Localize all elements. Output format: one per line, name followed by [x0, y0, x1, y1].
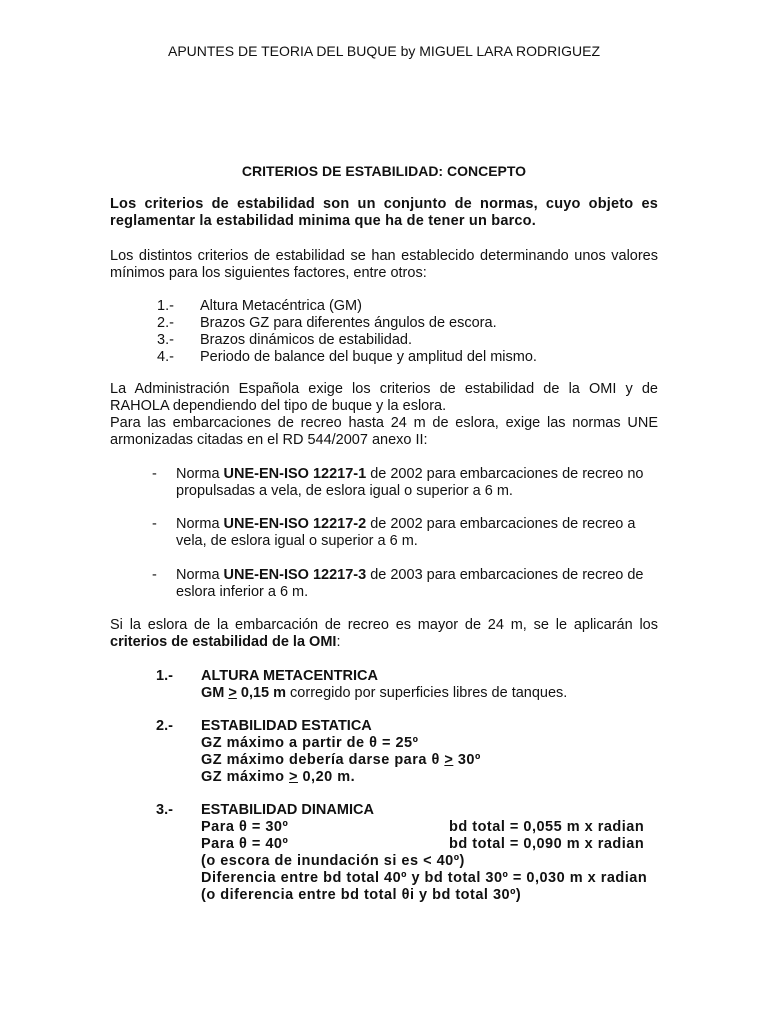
line-text: GZ máximo debería darse para θ [201, 752, 445, 768]
line-text: GZ máximo [201, 769, 289, 785]
criterion-line: (o escora de inundación si es < 40º) [201, 853, 465, 869]
norm-prefix: Norma [176, 516, 224, 532]
list-text: Periodo de balance del buque y amplitud del mismo. [200, 349, 537, 365]
list-text: Brazos dinámicos de estabilidad. [200, 332, 412, 348]
criterion-line: Diferencia entre bd total 40º y bd total 30º = 0,030 m x radian [201, 870, 648, 886]
list-text: Altura Metacéntrica (GM) [200, 298, 362, 314]
bullet-dash: - [152, 466, 157, 482]
line-value: 0,20 m. [297, 769, 356, 785]
list-number: 3.- [157, 332, 174, 348]
list-number: 4.- [157, 349, 174, 365]
list-item [157, 315, 657, 332]
norm-item [152, 567, 658, 601]
norm-description: de 2002 para embarcaciones de recreo no propulsadas a vela, de eslora igual o superior a 6 m. [176, 466, 644, 499]
recreational-paragraph: Para las embarcaciones de recreo hasta 24 m de eslora, exige las normas UNE armonizadas citadas en el RD 544/2007 anexo II: [110, 415, 658, 448]
norm-item [152, 516, 658, 550]
norm-text [176, 516, 658, 550]
gm-value: 0,15 m [236, 685, 287, 701]
criterion-row [201, 836, 658, 853]
criterion-number: 2.- [156, 718, 173, 734]
factors-list [157, 298, 657, 366]
norm-code: UNE-EN-ISO 12217-1 [223, 466, 367, 482]
norm-description: de 2002 para embarcaciones de recreo a vela, de eslora igual o superior a 6 m. [176, 516, 636, 549]
criterion-line [201, 752, 658, 769]
norm-code: UNE-EN-ISO 12217-3 [223, 567, 367, 583]
criterion-line: GZ máximo a partir de θ = 25º [201, 735, 419, 751]
list-number: 1.- [157, 298, 174, 314]
criterion-number: 3.- [156, 802, 173, 818]
ge-symbol: > [228, 685, 237, 701]
criterion-line [201, 685, 658, 702]
criterion-heading: ALTURA METACENTRICA [201, 668, 378, 684]
section-title: CRITERIOS DE ESTABILIDAD: CONCEPTO [241, 163, 527, 179]
norm-text [176, 466, 658, 500]
gm-note: corregido por superficies libres de tanques. [286, 685, 568, 701]
page-header: APUNTES DE TEORIA DEL BUQUE by MIGUEL LARA RODRIGUEZ [167, 43, 601, 59]
norm-text [176, 567, 658, 601]
list-text: Brazos GZ para diferentes ángulos de escora. [200, 315, 497, 331]
criterion-line [201, 769, 658, 786]
omi-emphasis: criterios de estabilidad de la OMI [110, 634, 337, 650]
criterion-heading: ESTABILIDAD ESTATICA [201, 718, 372, 734]
norm-prefix: Norma [176, 466, 224, 482]
norm-code: UNE-EN-ISO 12217-2 [223, 516, 367, 532]
omi-text: Si la eslora de la embarcación de recreo es mayor de 24 m, se le aplicarán los [110, 617, 658, 633]
ge-symbol: > [289, 769, 298, 785]
criterion-metacentric-height [156, 668, 658, 702]
administration-paragraph: La Administración Española exige los criterios de estabilidad de la OMI y de RAHOLA dependiendo del tipo de buque y la eslora. [110, 381, 658, 414]
factors-intro-paragraph: Los distintos criterios de estabilidad se han establecido determinando unos valores mínimos para los siguientes factores, entre otros: [110, 248, 658, 281]
list-item [157, 332, 657, 349]
intro-paragraph: Los criterios de estabilidad son un conjunto de normas, cuyo objeto es reglamentar la estabilidad minima que ha de tener un barco. [110, 196, 658, 229]
gm-label: GM [201, 685, 229, 701]
bullet-dash: - [152, 516, 157, 532]
bullet-dash: - [152, 567, 157, 583]
list-item [157, 349, 657, 366]
criterion-line: (o diferencia entre bd total θi y bd total 30º) [201, 887, 522, 903]
bd-value: bd total = 0,090 m x radian [449, 836, 645, 852]
line-value: 30º [453, 752, 481, 768]
criterion-number: 1.- [156, 668, 173, 684]
omi-colon: : [336, 634, 341, 650]
bd-value: bd total = 0,055 m x radian [449, 819, 645, 835]
angle-condition: Para θ = 40º [201, 836, 289, 852]
norm-description: de 2003 para embarcaciones de recreo de eslora inferior a 6 m. [176, 567, 644, 600]
criterion-dynamic-stability [156, 802, 658, 904]
criterion-row [201, 819, 658, 836]
norm-item [152, 466, 658, 500]
list-number: 2.- [157, 315, 174, 331]
list-item [157, 298, 657, 315]
criterion-static-stability [156, 718, 658, 786]
angle-condition: Para θ = 30º [201, 819, 289, 835]
criterion-heading: ESTABILIDAD DINAMICA [201, 802, 374, 818]
norm-prefix: Norma [176, 567, 224, 583]
omi-paragraph [110, 617, 658, 651]
ge-symbol: > [444, 752, 454, 768]
